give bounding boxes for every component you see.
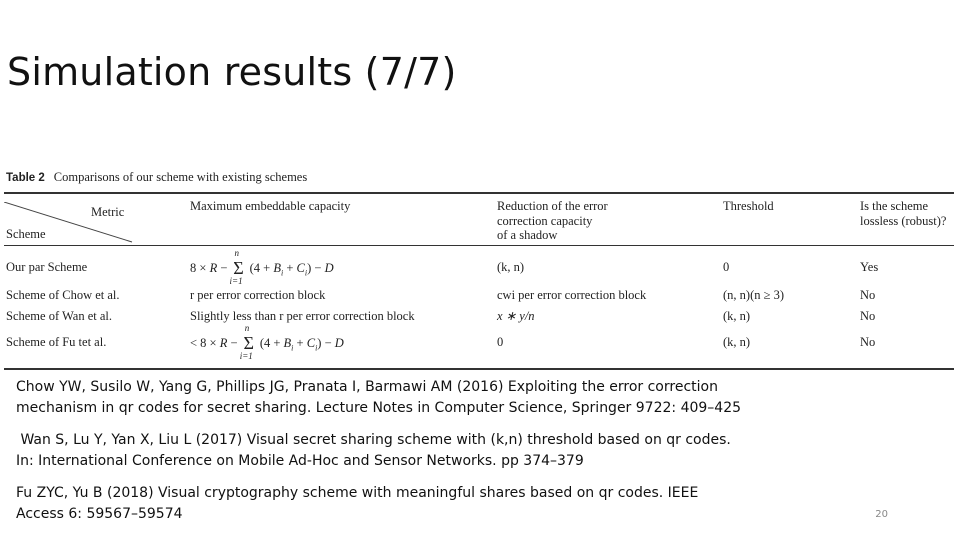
table-caption-text: Comparisons of our scheme with existing schemes [53, 170, 308, 184]
row-reduction-2: x ∗ y/n [497, 309, 535, 323]
row-scheme-2: Scheme of Wan et al. [6, 309, 113, 323]
corner-metric-label: Metric [91, 205, 125, 219]
header-lossless [860, 199, 946, 228]
row-capacity-2: Slightly less than r per error correction block [190, 309, 415, 323]
header-threshold: Threshold [723, 199, 774, 213]
row-threshold-0: 0 [723, 260, 730, 274]
row-capacity-3: < 8 × R − n Σ i=1 $(4 + B_i + C_i) - D$ [190, 323, 344, 361]
sum-operator-fu: n Σ i=1 [239, 323, 254, 361]
header-reduction-line2: correction capacity [497, 213, 593, 228]
references-list [16, 377, 816, 536]
corner-scheme-label: Scheme [6, 227, 46, 241]
row-capacity-1: r per error correction block [190, 288, 326, 302]
row-lossless-3: No [860, 335, 876, 349]
header-capacity: Maximum embeddable capacity [190, 199, 351, 213]
table-top-rule [4, 192, 954, 194]
row-lossless-0: Yes [860, 260, 879, 274]
row-threshold-2: (k, n) [723, 309, 751, 323]
header-reduction-line1: Reduction of the error [497, 199, 608, 213]
table-header-rule [4, 245, 954, 246]
comparison-table [4, 166, 954, 370]
reference-item: Fu ZYC, Yu B (2018) Visual cryptography scheme with meaningful shares based on qr codes. IEEE Access 6: 59567–59574 [16, 485, 699, 522]
reference-item: Wan S, Lu Y, Yan X, Liu L (2017) Visual secret sharing scheme with (k,n) threshold based on qr codes. In: International Conference on Mobile Ad-Hoc and Sensor Networks. pp 374–379 [16, 432, 731, 469]
header-lossless-line1: Is the scheme [860, 199, 929, 213]
row-lossless-1: No [860, 288, 876, 302]
row-reduction-1: cwi per error correction block [497, 288, 647, 302]
row-scheme-1: Scheme of Chow et al. [6, 288, 120, 302]
sum-lower: i=1 [229, 276, 243, 286]
reference-item: Chow YW, Susilo W, Yang G, Phillips JG, Pranata I, Barmawi AM (2016) Exploiting the error correction mechanism in qr codes for secret sharing. Lecture Notes in Computer Science, Springer 9722: 409–425 [16, 379, 742, 416]
sum-upper: n [234, 248, 240, 258]
header-reduction-line3: of a shadow [497, 228, 558, 242]
row-threshold-3: (k, n) [723, 335, 751, 349]
row-lossless-2: No [860, 309, 876, 323]
header-reduction [497, 199, 608, 243]
header-lossless-line2: lossless (robust)? [860, 213, 947, 228]
table-caption [6, 170, 307, 185]
row-capacity-0: 8 × R − n Σ i=1 $(4 + B_i + C_i) - D$ [190, 260, 334, 280]
slide-title: Simulation results (7/7) [7, 50, 457, 94]
row-reduction-3: 0 [497, 335, 504, 349]
table-caption-label: Table 2 [6, 172, 45, 184]
row-scheme-0: Our par Scheme [6, 260, 88, 274]
row-reduction-0: (k, n) [497, 260, 525, 274]
sum-operator: n Σ i=1 [231, 260, 247, 278]
row-scheme-3: Scheme of Fu tet al. [6, 335, 107, 349]
page-number: 20 [875, 509, 888, 520]
row-threshold-1: (n, n)(n ≥ 3) [723, 288, 785, 302]
table-bottom-rule [4, 368, 954, 370]
